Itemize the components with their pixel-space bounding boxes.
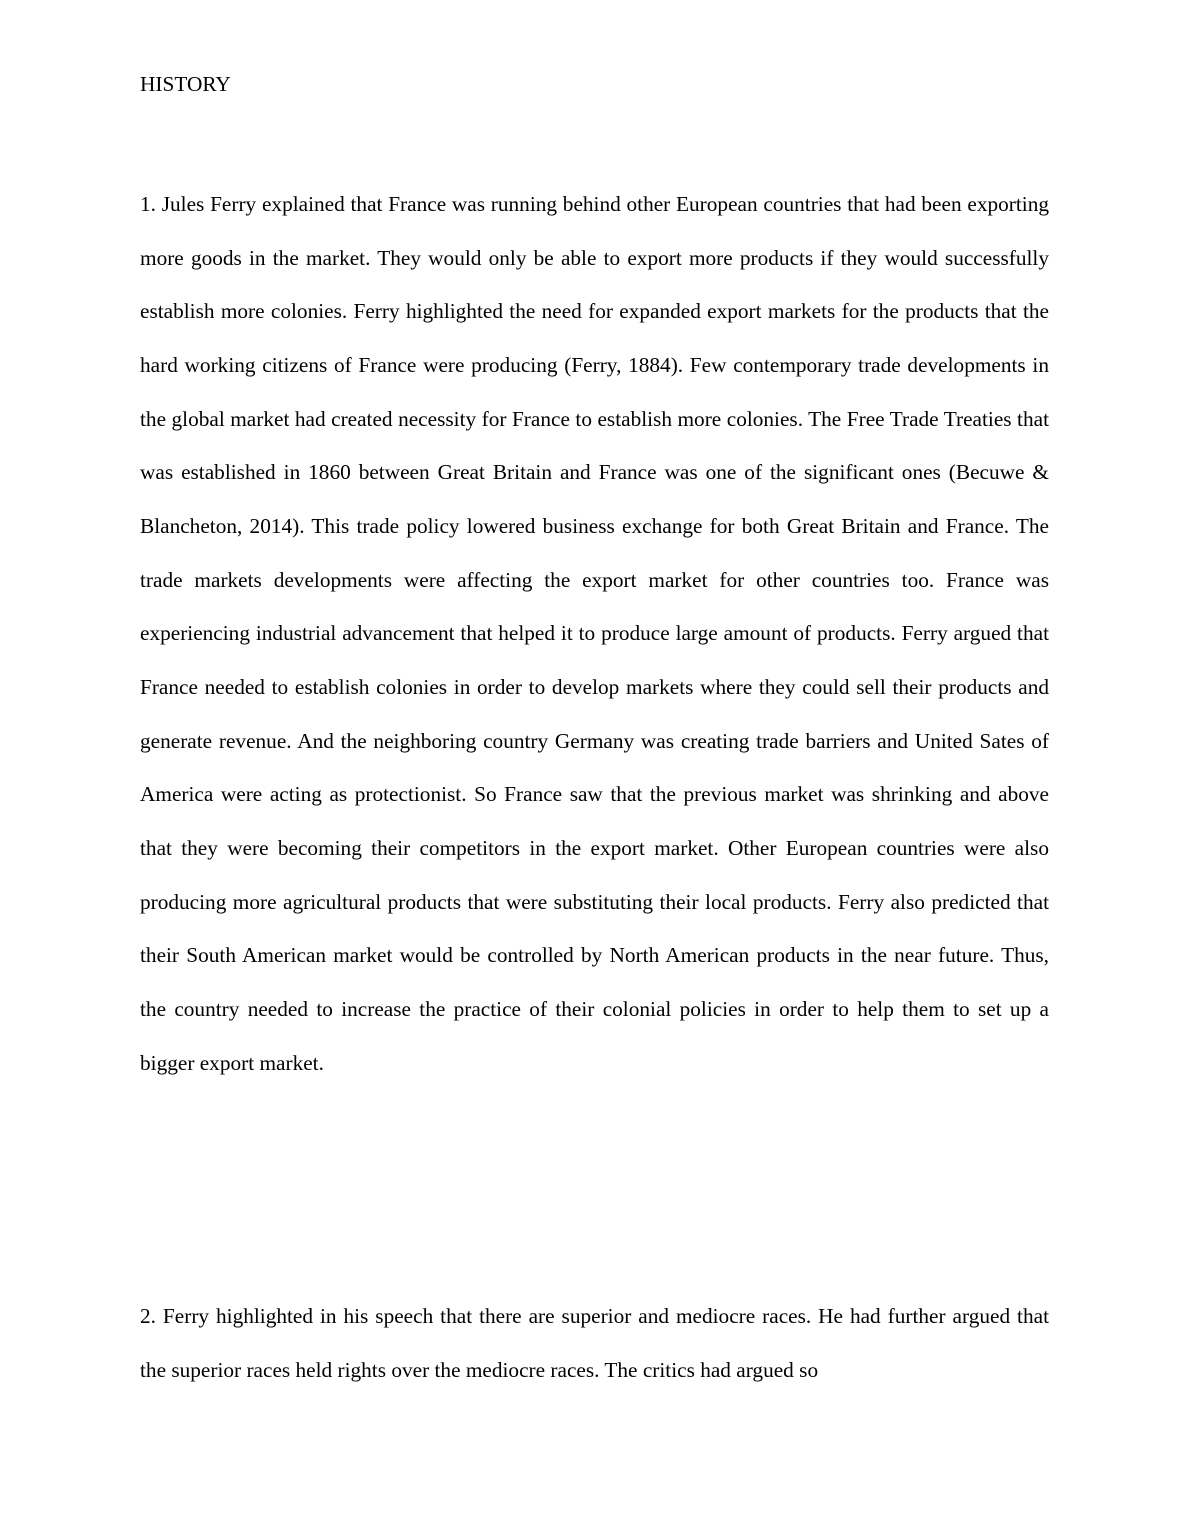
paragraph-2: 2. Ferry highlighted in his speech that there are superior and mediocre races. He had further argued that the superior races held rights over the mediocre races. The critics had argued so <box>140 1304 1049 1382</box>
paragraph-1: 1. Jules Ferry explained that France was running behind other European countries that had been exporting more goods in the market. They would only be able to export more products if they would successfully establish more colonies. Ferry highlighted the need for expanded export markets for the products that the hard working citizens of France were producing (Ferry, 1884). Few contemporary trade developments in the global market had created necessity for France to establish more colonies. The Free Trade Treaties that was established in 1860 between Great Britain and France was one of the significant ones (Becuwe & Blancheton, 2014). This trade policy lowered business exchange for both Great Britain and France. The trade markets developments were affecting the export market for other countries too. France was experiencing industrial advancement that helped it to produce large amount of products. Ferry argued that France needed to establish colonies in order to develop markets where they could sell their products and generate revenue. And the neighboring country Germany was creating trade barriers and United Sates of America were acting as protectionist. So France saw that the previous market was shrinking and above that they were becoming their competitors in the export market. Other European countries were also producing more agricultural products that were substituting their local products. Ferry also predicted that their South American market would be controlled by North American products in the near future. Thus, the country needed to increase the practice of their colonial policies in order to help them to set up a bigger export market. <box>140 192 1049 1075</box>
running-head: HISTORY <box>140 72 231 96</box>
